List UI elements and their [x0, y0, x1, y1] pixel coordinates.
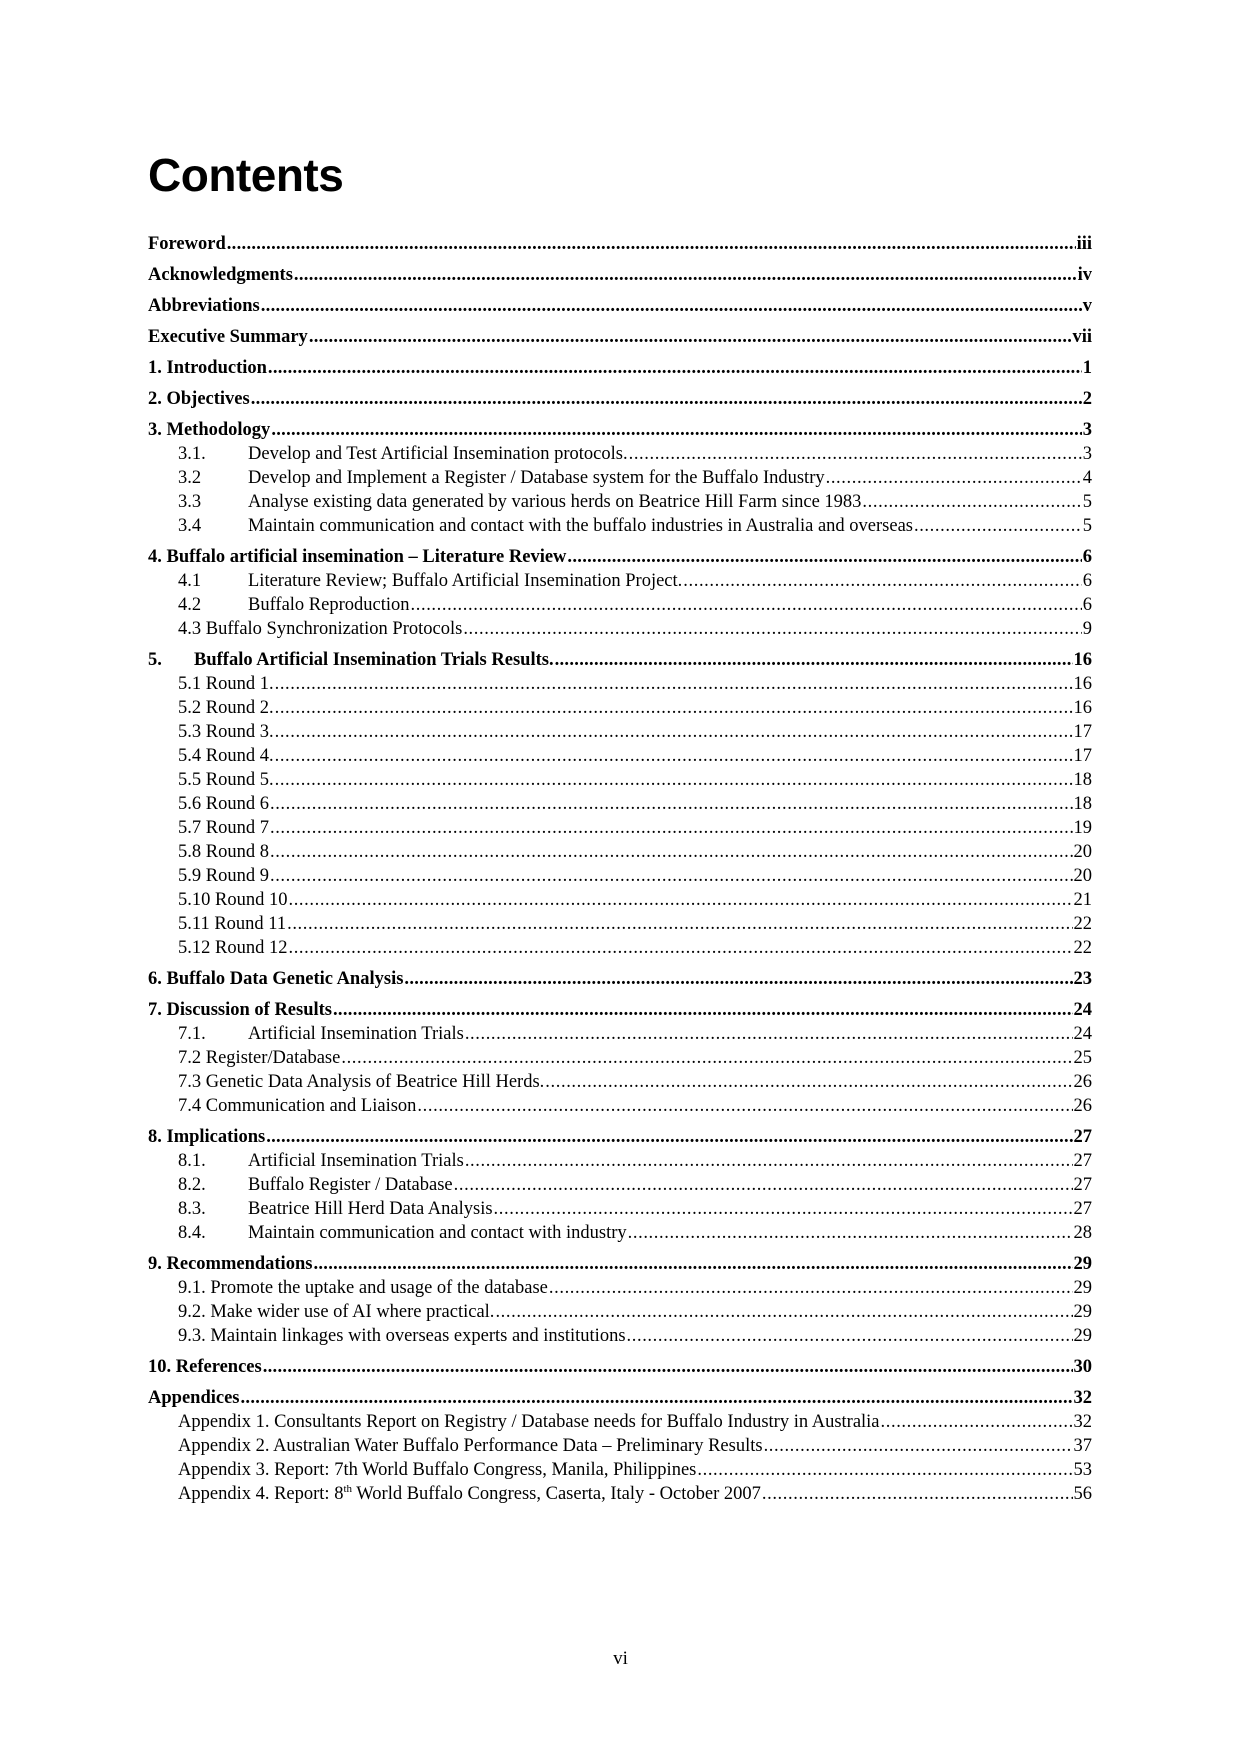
toc-page-number: 16 — [1073, 674, 1092, 694]
toc-entry-title: 5.9 Round 9 — [178, 866, 269, 886]
toc-entry-title: 5.1 Round 1. — [178, 674, 274, 694]
toc-subsection-entry[interactable] — [148, 768, 1092, 792]
toc-entry-title: Appendix 1. Consultants Report on Registry / Database needs for Buffalo Industry in Australia — [178, 1412, 880, 1432]
dot-leader — [288, 888, 1072, 912]
toc-page-number: 18 — [1073, 794, 1092, 814]
toc-page-number: 22 — [1073, 938, 1092, 958]
toc-entry-title: 5.6 Round 6 — [178, 794, 269, 814]
toc-subsection-entry[interactable] — [148, 490, 1092, 514]
toc-entry-title: 5.3 Round 3. — [178, 722, 274, 742]
dot-leader — [275, 696, 1073, 720]
toc-subsection-entry[interactable] — [148, 593, 1092, 617]
dot-leader — [241, 1386, 1073, 1410]
toc-entry-title-part: World Buffalo Congress, Caserta, Italy - October 2007 — [352, 1484, 761, 1504]
toc-page-number: 23 — [1073, 969, 1092, 989]
toc-page-number: 24 — [1073, 1024, 1092, 1044]
toc-page-number: 16 — [1073, 650, 1092, 670]
dot-leader — [494, 1197, 1073, 1221]
toc-entry-number: 8.1. — [178, 1151, 206, 1171]
toc-subsection-entry[interactable] — [148, 1458, 1092, 1482]
toc-entry-number: 7.1. — [178, 1024, 206, 1044]
toc-entry-title: Literature Review; Buffalo Artificial Insemination Project. — [248, 571, 683, 591]
toc-subsection-entry[interactable] — [148, 1046, 1092, 1070]
toc-entry-title — [178, 1482, 761, 1506]
dot-leader — [465, 1149, 1073, 1173]
toc-entry-title: 5.12 Round 12 — [178, 938, 288, 958]
toc-entry-title: 7. Discussion of Results — [148, 1000, 332, 1020]
toc-subsection-entry[interactable] — [148, 1434, 1092, 1458]
dot-leader — [567, 545, 1081, 569]
toc-page-number: 32 — [1073, 1388, 1092, 1408]
toc-entry-title: Appendix 2. Australian Water Buffalo Performance Data – Preliminary Results — [178, 1436, 763, 1456]
toc-subsection-entry[interactable] — [148, 1070, 1092, 1094]
page-title: Contents — [148, 149, 344, 201]
dot-leader — [549, 1276, 1073, 1300]
toc-entry-number: 8.4. — [178, 1223, 206, 1243]
toc-subsection-entry[interactable] — [148, 1149, 1092, 1173]
toc-entry-title: 9.2. Make wider use of AI where practical. — [178, 1302, 495, 1322]
toc-section-entry[interactable] — [148, 998, 1092, 1022]
dot-leader — [309, 325, 1072, 349]
toc-page-number: 28 — [1073, 1223, 1092, 1243]
dot-leader — [627, 1324, 1073, 1348]
toc-subsection-entry[interactable] — [148, 617, 1092, 641]
toc-subsection-entry[interactable] — [148, 514, 1092, 538]
toc-section-entry[interactable] — [148, 1252, 1092, 1276]
toc-entry-title: 5.2 Round 2. — [178, 698, 274, 718]
toc-page-number: iv — [1077, 265, 1092, 285]
dot-leader — [555, 648, 1073, 672]
toc-page-number: 37 — [1073, 1436, 1092, 1456]
toc-subsection-entry[interactable] — [148, 912, 1092, 936]
toc-entry-title: Abbreviations — [148, 296, 260, 316]
toc-subsection-entry[interactable] — [148, 720, 1092, 744]
toc-page-number: 9 — [1082, 619, 1092, 639]
toc-entry-title: Artificial Insemination Trials — [248, 1024, 464, 1044]
toc-section-entry[interactable] — [148, 648, 1092, 672]
toc-entry-title: 1. Introduction — [148, 358, 267, 378]
toc-entry-title: 5.7 Round 7 — [178, 818, 269, 838]
toc-page-number: 56 — [1073, 1484, 1092, 1504]
toc-page-number: 26 — [1073, 1096, 1092, 1116]
dot-leader — [465, 1022, 1073, 1046]
toc-entry-number: 5. — [148, 650, 162, 670]
toc-subsection-entry[interactable] — [148, 1482, 1092, 1506]
toc-page-number: 27 — [1073, 1151, 1092, 1171]
toc-page-number: 29 — [1073, 1326, 1092, 1346]
dot-leader — [914, 514, 1082, 538]
toc-subsection-entry[interactable] — [148, 1197, 1092, 1221]
dot-leader — [764, 1434, 1073, 1458]
toc-entry-title: 7.4 Communication and Liaison — [178, 1096, 417, 1116]
toc-entry-title: 9. Recommendations — [148, 1254, 313, 1274]
dot-leader — [270, 840, 1073, 864]
toc-entry-title: 5.4 Round 4. — [178, 746, 274, 766]
toc-entry-number: 3.2 — [178, 468, 202, 488]
dot-leader — [275, 672, 1073, 696]
dot-leader — [628, 1221, 1073, 1245]
toc-subsection-entry[interactable] — [148, 442, 1092, 466]
toc-page-number: 3 — [1082, 444, 1092, 464]
toc-entry-title: 5.8 Round 8 — [178, 842, 269, 862]
toc-entry-title: 6. Buffalo Data Genetic Analysis — [148, 969, 404, 989]
toc-subsection-entry[interactable] — [148, 744, 1092, 768]
toc-page-number: 22 — [1073, 914, 1092, 934]
toc-subsection-entry[interactable] — [148, 569, 1092, 593]
dot-leader — [683, 569, 1081, 593]
dot-leader — [251, 387, 1082, 411]
toc-entry-number: 8.2. — [178, 1175, 206, 1195]
toc-page-number: 29 — [1073, 1254, 1092, 1274]
toc-subsection-entry[interactable] — [148, 1094, 1092, 1118]
dot-leader — [411, 593, 1082, 617]
toc-subsection-entry[interactable] — [148, 1324, 1092, 1348]
dot-leader — [545, 1070, 1072, 1094]
dot-leader — [862, 490, 1081, 514]
toc-page-number: 6 — [1082, 595, 1092, 615]
dot-leader — [341, 1046, 1072, 1070]
toc-page-number: 27 — [1073, 1175, 1092, 1195]
toc-entry-title-part: Appendix 4. Report: 8 — [178, 1484, 344, 1504]
toc-subsection-entry[interactable] — [148, 1221, 1092, 1245]
toc-entry-title: 9.3. Maintain linkages with overseas experts and institutions — [178, 1326, 626, 1346]
toc-entry-title: Buffalo Artificial Insemination Trials Results. — [194, 650, 554, 670]
dot-leader — [270, 816, 1073, 840]
toc-subsection-entry[interactable] — [148, 864, 1092, 888]
toc-section-entry[interactable] — [148, 1125, 1092, 1149]
toc-page-number: 21 — [1073, 890, 1092, 910]
toc-page-number: 16 — [1073, 698, 1092, 718]
dot-leader — [227, 232, 1076, 256]
dot-leader — [270, 864, 1073, 888]
toc-page-number: 4 — [1082, 468, 1092, 488]
toc-entry-title: 3. Methodology — [148, 420, 271, 440]
toc-entry-title: 2. Objectives — [148, 389, 250, 409]
dot-leader — [288, 936, 1072, 960]
toc-page-number: 6 — [1082, 571, 1092, 591]
toc-subsection-entry[interactable] — [148, 840, 1092, 864]
toc-section-entry[interactable] — [148, 418, 1092, 442]
dot-leader — [261, 294, 1082, 318]
toc-entry-title: Acknowledgments — [148, 265, 293, 285]
dot-leader — [417, 1094, 1072, 1118]
toc-entry-title: Beatrice Hill Herd Data Analysis — [248, 1199, 493, 1219]
toc-subsection-entry[interactable] — [148, 466, 1092, 490]
toc-entry-title: 10. References — [148, 1357, 262, 1377]
toc-entry-number: 3.3 — [178, 492, 202, 512]
dot-leader — [697, 1458, 1072, 1482]
toc-entry-title: 8. Implications — [148, 1127, 266, 1147]
toc-entry-title: Analyse existing data generated by various herds on Beatrice Hill Farm since 1983 — [248, 492, 862, 512]
toc-page-number: 29 — [1073, 1278, 1092, 1298]
toc-entry-number: 3.4 — [178, 516, 202, 536]
dot-leader — [287, 912, 1072, 936]
toc-page-number: 2 — [1082, 389, 1092, 409]
toc-section-entry[interactable] — [148, 356, 1092, 380]
toc-entry-title: Appendices — [148, 1388, 240, 1408]
toc-page-number: 6 — [1082, 547, 1092, 567]
toc-section-entry[interactable] — [148, 232, 1092, 256]
dot-leader — [629, 442, 1082, 466]
dot-leader — [313, 1252, 1072, 1276]
toc-subsection-entry[interactable] — [148, 1410, 1092, 1434]
toc-entry-title: 9.1. Promote the uptake and usage of the database — [178, 1278, 548, 1298]
toc-subsection-entry[interactable] — [148, 672, 1092, 696]
toc-page-number: 25 — [1073, 1048, 1092, 1068]
dot-leader — [266, 1125, 1072, 1149]
toc-entry-title: Buffalo Register / Database — [248, 1175, 453, 1195]
toc-page-number: 17 — [1073, 722, 1092, 742]
dot-leader — [275, 720, 1073, 744]
dot-leader — [263, 1355, 1073, 1379]
toc-entry-title: 7.2 Register/Database — [178, 1048, 341, 1068]
toc-entry-title: Maintain communication and contact with industry — [248, 1223, 627, 1243]
dot-leader — [826, 466, 1082, 490]
toc-page-number: 27 — [1073, 1127, 1092, 1147]
toc-page-number: 29 — [1073, 1302, 1092, 1322]
toc-page-number: 32 — [1073, 1412, 1092, 1432]
toc-entry-title: Appendix 3. Report: 7th World Buffalo Congress, Manila, Philippines — [178, 1460, 697, 1480]
toc-subsection-entry[interactable] — [148, 792, 1092, 816]
toc-page-number: 17 — [1073, 746, 1092, 766]
toc-page-number: 20 — [1073, 866, 1092, 886]
toc-page-number: 3 — [1082, 420, 1092, 440]
toc-subsection-entry[interactable] — [148, 888, 1092, 912]
toc-entry-title-superscript: th — [343, 1482, 353, 1495]
toc-page-number: 26 — [1073, 1072, 1092, 1092]
table-of-contents — [148, 232, 1092, 1506]
toc-page-number: v — [1082, 296, 1092, 316]
toc-entry-title: Artificial Insemination Trials — [248, 1151, 464, 1171]
toc-entry-number: 8.3. — [178, 1199, 206, 1219]
toc-page-number: 27 — [1073, 1199, 1092, 1219]
page-number: vi — [613, 1648, 628, 1669]
toc-entry-number: 4.2 — [178, 595, 202, 615]
toc-page-number: 18 — [1073, 770, 1092, 790]
toc-page-number: 30 — [1073, 1357, 1092, 1377]
toc-subsection-entry[interactable] — [148, 1173, 1092, 1197]
toc-entry-title: Executive Summary — [148, 327, 308, 347]
toc-entry-title: Maintain communication and contact with the buffalo industries in Australia and overseas — [248, 516, 913, 536]
toc-subsection-entry[interactable] — [148, 1300, 1092, 1324]
toc-entry-number: 4.1 — [178, 571, 202, 591]
toc-page-number: 20 — [1073, 842, 1092, 862]
toc-page-number: 19 — [1073, 818, 1092, 838]
toc-section-entry[interactable] — [148, 263, 1092, 287]
dot-leader — [270, 792, 1073, 816]
toc-section-entry[interactable] — [148, 967, 1092, 991]
toc-subsection-entry[interactable] — [148, 816, 1092, 840]
toc-page-number: 24 — [1073, 1000, 1092, 1020]
dot-leader — [762, 1482, 1073, 1506]
toc-page-number: iii — [1076, 234, 1092, 254]
toc-entry-title: Buffalo Reproduction — [248, 595, 410, 615]
toc-entry-title: 5.10 Round 10 — [178, 890, 288, 910]
toc-page-number: 53 — [1073, 1460, 1092, 1480]
toc-entry-title: Develop and Test Artificial Insemination protocols. — [248, 444, 628, 464]
toc-entry-title: 4. Buffalo artificial insemination – Literature Review — [148, 547, 567, 567]
toc-entry-title: 4.3 Buffalo Synchronization Protocols — [178, 619, 463, 639]
toc-entry-title: Develop and Implement a Register / Database system for the Buffalo Industry — [248, 468, 825, 488]
dot-leader — [404, 967, 1072, 991]
toc-page-number: 5 — [1082, 492, 1092, 512]
toc-subsection-entry[interactable] — [148, 1022, 1092, 1046]
toc-section-entry[interactable] — [148, 1355, 1092, 1379]
dot-leader — [495, 1300, 1072, 1324]
toc-section-entry[interactable] — [148, 325, 1092, 349]
toc-subsection-entry[interactable] — [148, 1276, 1092, 1300]
toc-section-entry[interactable] — [148, 545, 1092, 569]
dot-leader — [881, 1410, 1073, 1434]
dot-leader — [275, 768, 1073, 792]
toc-entry-title: Foreword — [148, 234, 226, 254]
dot-leader — [275, 744, 1073, 768]
dot-leader — [454, 1173, 1073, 1197]
toc-page-number: 1 — [1082, 358, 1092, 378]
toc-page-number: 5 — [1082, 516, 1092, 536]
toc-section-entry[interactable] — [148, 294, 1092, 318]
toc-subsection-entry[interactable] — [148, 936, 1092, 960]
toc-entry-title: 5.11 Round 11 — [178, 914, 287, 934]
toc-page-number: vii — [1072, 327, 1092, 347]
dot-leader — [268, 356, 1082, 380]
toc-section-entry[interactable] — [148, 387, 1092, 411]
toc-section-entry[interactable] — [148, 1386, 1092, 1410]
dot-leader — [271, 418, 1081, 442]
dot-leader — [294, 263, 1077, 287]
toc-entry-title: 7.3 Genetic Data Analysis of Beatrice Hill Herds. — [178, 1072, 545, 1092]
dot-leader — [463, 617, 1081, 641]
toc-entry-title: 5.5 Round 5. — [178, 770, 274, 790]
toc-entry-number: 3.1. — [178, 444, 206, 464]
dot-leader — [333, 998, 1073, 1022]
toc-subsection-entry[interactable] — [148, 696, 1092, 720]
